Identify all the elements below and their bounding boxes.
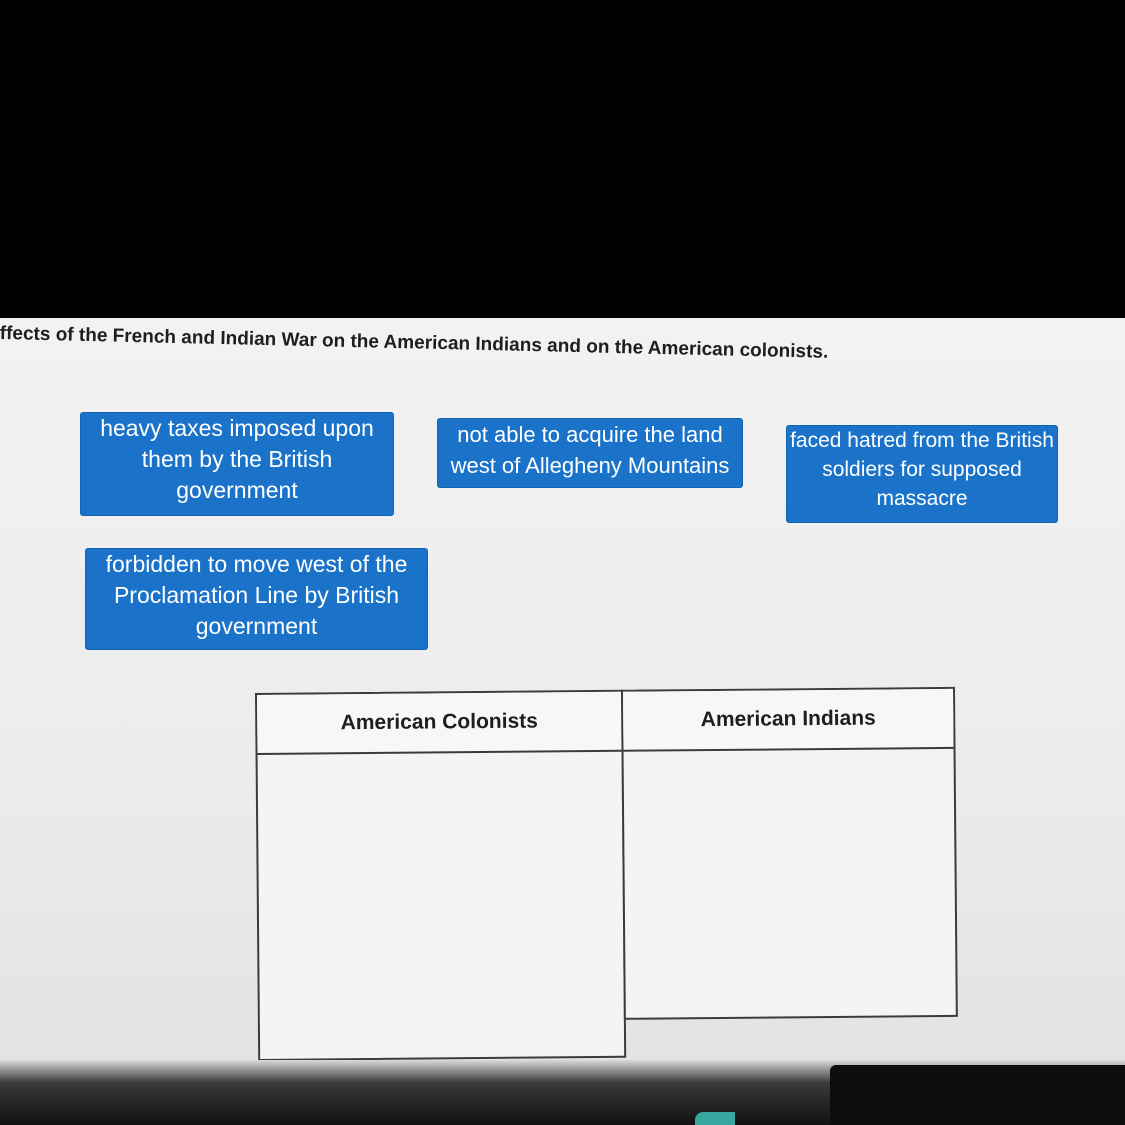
tile-line: government (176, 477, 298, 503)
column-header: American Colonists (257, 692, 622, 755)
column-american-indians (621, 687, 958, 1020)
tile-line: not able to acquire the land (457, 422, 723, 447)
tile-line: massacre (876, 487, 968, 510)
drop-zone-american-indians[interactable] (624, 749, 956, 1018)
draggable-tile-forbidden-move-west[interactable] (85, 548, 428, 650)
instruction-text: ffects of the French and Indian War on the American Indians and on the American colonists. (0, 323, 829, 363)
tile-line: Proclamation Line by British (113, 582, 400, 608)
draggable-tile-not-able-acquire-land[interactable] (437, 418, 743, 488)
column-header: American Indians (623, 689, 954, 752)
tile-line: forbidden to move west of the (105, 551, 408, 577)
draggable-tile-faced-hatred[interactable] (786, 425, 1058, 523)
sorting-table (255, 687, 958, 1061)
draggable-tile-heavy-taxes[interactable] (80, 412, 394, 516)
tile-line: them by the British (141, 446, 333, 472)
tile-line: faced hatred from the British (790, 429, 1054, 452)
tile-line: soldiers for supposed (822, 458, 1022, 481)
taskbar-icon (695, 1112, 735, 1125)
tile-line: heavy taxes imposed upon (100, 415, 374, 441)
tile-line: west of Allegheny Mountains (450, 453, 730, 478)
column-american-colonists (255, 690, 626, 1061)
monitor-corner (830, 1065, 1125, 1125)
tile-line: government (195, 613, 318, 639)
drop-zone-american-colonists[interactable] (258, 752, 625, 1059)
